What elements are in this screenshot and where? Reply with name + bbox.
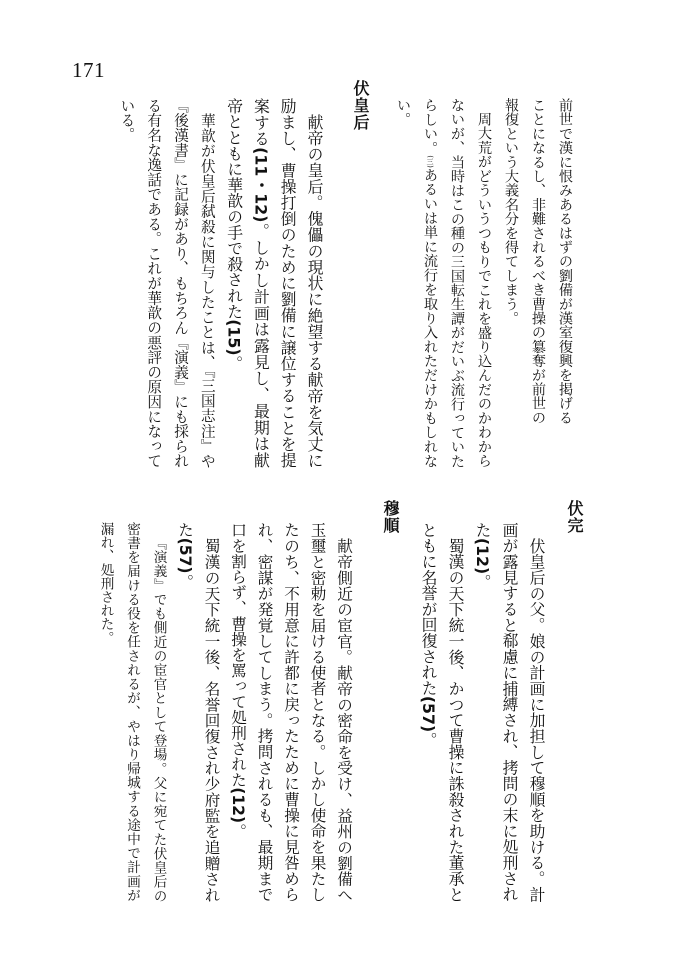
chapter-ref: (12) bbox=[473, 537, 492, 575]
fu-wan-text-c: 蜀漢の天下統一後、かつて曹操に誅殺された董承とともに名誉が回復された bbox=[419, 522, 465, 902]
fu-wan-text-d: 。 bbox=[419, 732, 438, 749]
chapter-ref: (11・12) bbox=[251, 147, 271, 223]
entry-body-mu-shun bbox=[92, 522, 357, 902]
mu-shun-paragraph-2 bbox=[172, 522, 225, 902]
endnote-marker: (三) bbox=[426, 155, 434, 168]
fu-wan-text-a: 伏皇后の父。娘の計画に加担して穆順を助ける。計画が露見すると郗慮に捕縛され、拷問の末に処刑された bbox=[473, 522, 546, 902]
entry-heading-fu-huanghou: 伏皇后 bbox=[351, 80, 370, 131]
fu-huanghou-text-a: 献帝の皇后。傀儡の現状に絶望する献帝を気丈に励まし、曹操打倒のために劉備に譲位することを提案する bbox=[251, 98, 324, 468]
mu-shun-text-a: 献帝側近の宦官。献帝の密命を受け、益州の劉備へ玉璽と密勅を届ける使者となる。しかし使命を果たしたのち、不用意に許都に戻ったために曹操に見咎められ、密謀が発覚してしまう。拷問されるも、最期まで口を割らず、曹操を罵って処刑された bbox=[229, 522, 353, 902]
entry-body-fu-huanghou bbox=[113, 98, 327, 468]
chapter-ref: (57) bbox=[176, 537, 194, 574]
entry-heading-mu-shun: 穆順 bbox=[381, 500, 400, 534]
mu-shun-text-d: 。 bbox=[176, 573, 194, 590]
mu-shun-text-b: 。 bbox=[229, 823, 247, 839]
mu-shun-paragraph-3: 『演義』でも側近の宦官として登場。父に宛てた伏皇后の密書を届ける役を任されるが、やはり帰城する途中で計画が漏れ、処刑された。 bbox=[97, 522, 167, 902]
page-number: 171 bbox=[72, 58, 105, 82]
previous-entry-continuation bbox=[389, 98, 578, 468]
chapter-ref: (12) bbox=[229, 787, 247, 824]
entry-body-fu-wan bbox=[415, 522, 550, 902]
continuation-line-1: 前世で漢に恨みあるはずの劉備が漢室復興を掲げる bbox=[557, 98, 573, 425]
continuation-text-after-note: あるいは単に流行を取り入れただけかもしれない。 bbox=[395, 98, 438, 469]
chapter-ref: (15) bbox=[224, 319, 244, 356]
fu-wan-paragraph-2 bbox=[415, 522, 469, 902]
fu-wan-text-b: 。 bbox=[473, 574, 492, 591]
fu-huanghou-text-b: 。しかし計画は露見し、最期は献帝とともに華歆の手で殺された bbox=[224, 98, 271, 468]
continuation-paragraph-2 bbox=[389, 98, 497, 468]
fu-huanghou-paragraph-1 bbox=[220, 98, 327, 468]
continuation-text-before-note: 周大荒がどういうつもりでこれを盛り込んだのかわからないが、当時はこの種の三国転生譚がだいぶ流行っていたらしい。 bbox=[422, 98, 492, 468]
entry-heading-fu-wan: 伏完 bbox=[565, 500, 584, 534]
continuation-line-2: ことになるし、非難されるべき曹操の簒奪が前世の bbox=[530, 98, 546, 425]
fu-huanghou-text-c: 。 bbox=[224, 355, 244, 372]
fu-huanghou-paragraph-2: 華歆が伏皇后弑殺に関与したことは、『三国志注』や『後漢書』に記録があり、もちろん『演義』にも採られる有名な逸話である。これが華歆の悪評の原因になっている。 bbox=[118, 98, 216, 468]
mu-shun-text-c: 蜀漢の天下統一後、名誉回復され少府監を追贈された bbox=[176, 522, 221, 902]
continuation-line-3: 報復という大義名分を得てしまう。 bbox=[503, 98, 519, 326]
mu-shun-paragraph-1 bbox=[225, 522, 358, 902]
fu-wan-paragraph-1 bbox=[469, 522, 550, 902]
chapter-ref: (57) bbox=[419, 695, 438, 733]
